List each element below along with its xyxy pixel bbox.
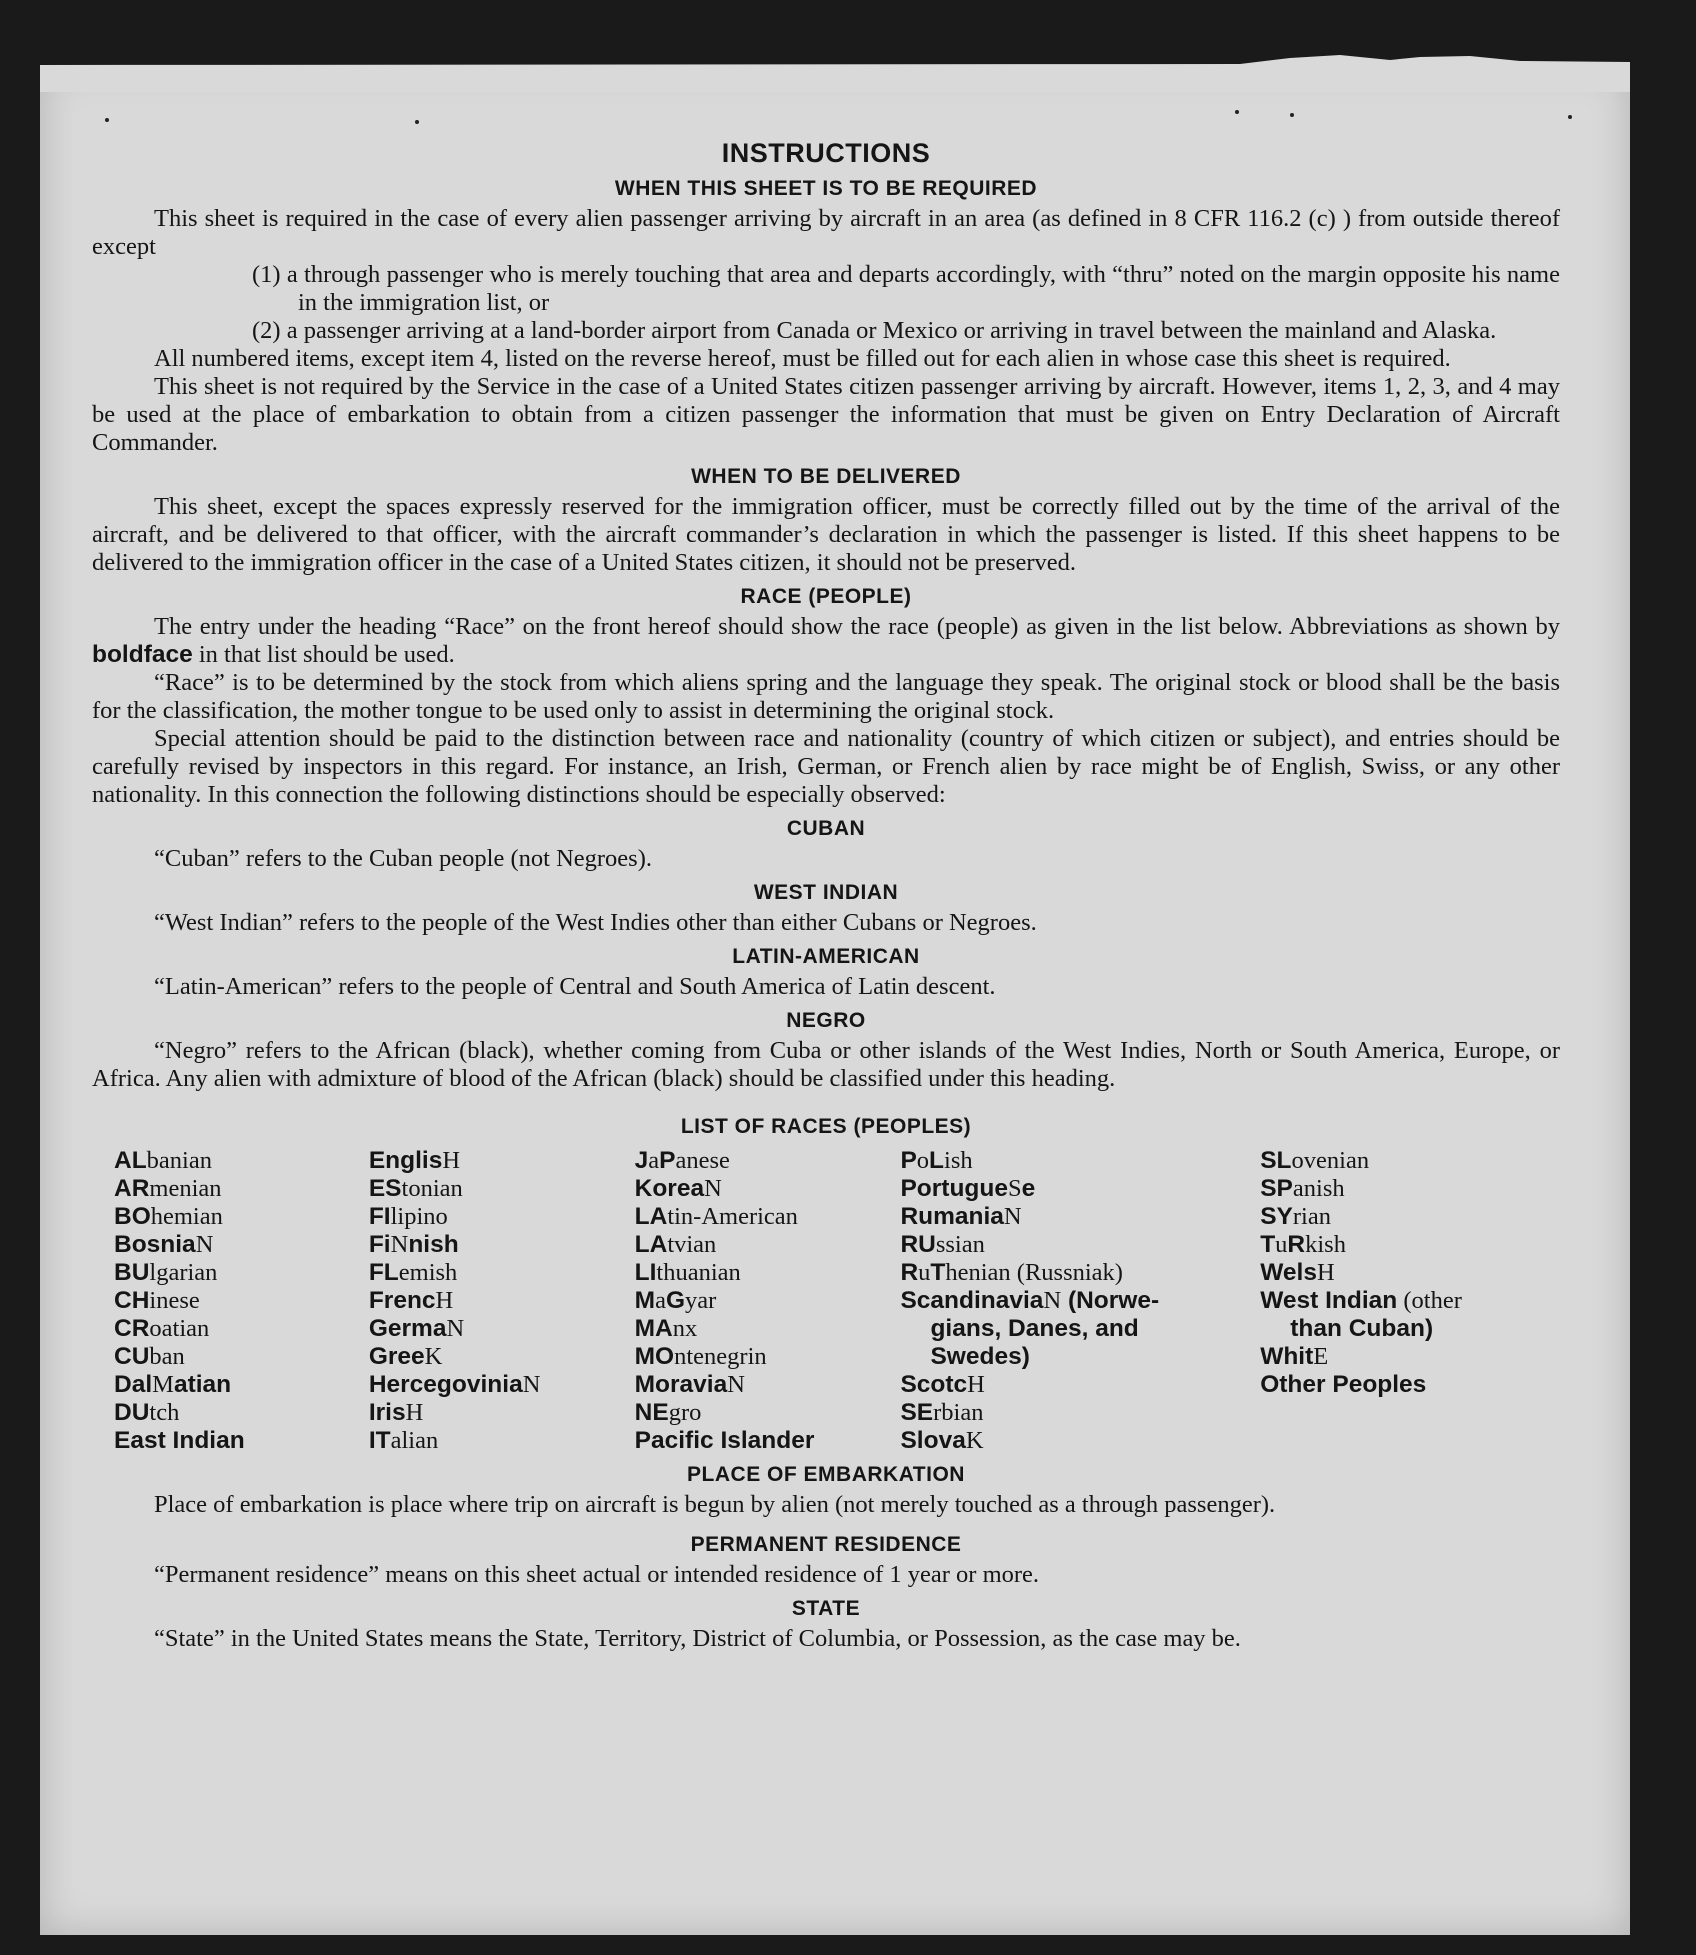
race-entry: WhitE: [1260, 1343, 1329, 1370]
race-entry: FiNnish: [368, 1231, 459, 1258]
races-column: [635, 1147, 901, 1455]
list-item: (1) a through passenger who is merely touching that area and departs accordingly, with “thru” noted on the margin opposite his name in the immigration list, or: [252, 261, 1560, 316]
races-column: [114, 1147, 369, 1455]
paragraph: “West Indian” refers to the people of the West Indies other than either Cubans or Negroes.: [154, 909, 1037, 936]
paragraph: This sheet, except the spaces expressly reserved for the immigration officer, must be correctly filled out by the time of the arrival of the aircraft, and be delivered to that officer, with the aircraft commander’s declaration in which the passenger is listed. If this sheet happens to be delivered to the immigration officer in the case of a United States citizen, it should not be preserved.: [92, 493, 1560, 576]
race-entry: EStonian: [368, 1175, 463, 1202]
race-entry: CRoatian: [114, 1315, 210, 1342]
races-column: [369, 1147, 635, 1455]
race-entry: gians, Danes, and: [930, 1315, 1139, 1342]
races-column: [900, 1147, 1260, 1455]
paragraph: This sheet is required in the case of every alien passenger arriving by aircraft in an area (as defined in 8 CFR 116.2 (c) ) from outside thereof except: [92, 205, 1560, 260]
race-entry: East Indian: [114, 1427, 245, 1454]
race-entry: PoLish: [900, 1147, 973, 1174]
race-entry: CUban: [114, 1343, 185, 1370]
race-entry: BOhemian: [114, 1203, 223, 1230]
race-entry: FIlipino: [368, 1203, 448, 1230]
speck: [1568, 115, 1572, 119]
instructions-content: [92, 70, 1560, 1653]
paragraph: “Permanent residence” means on this sheet actual or intended residence of 1 year or more.: [154, 1561, 1040, 1588]
race-entry: Swedes): [930, 1343, 1030, 1370]
paragraph: All numbered items, except item 4, listed on the reverse hereof, must be filled out for each alien in whose case this sheet is required.: [154, 345, 1451, 372]
list-item: (2) a passenger arriving at a land-border airport from Canada or Mexico or arriving in travel between the mainland and Alaska.: [252, 317, 1497, 344]
race-entry: EnglisH: [368, 1147, 461, 1174]
race-entry: SYrian: [1260, 1203, 1331, 1230]
section-heading-residence: PERMANENT RESIDENCE: [690, 1533, 962, 1556]
race-entry: KoreaN: [634, 1175, 722, 1202]
race-entry: MOntenegrin: [634, 1343, 767, 1370]
races-heading: LIST OF RACES (PEOPLES): [680, 1115, 972, 1138]
paragraph: Special attention should be paid to the distinction between race and nationality (country of which citizen or subject), and entries should be carefully revised by inspectors in this regard. For instance, an Irish, German, or French alien by race might be of English, Swiss, or any other nationality. In this connection the following distinctions should be especially observed:: [92, 725, 1560, 808]
section-heading-state: STATE: [791, 1597, 861, 1620]
section-heading-race: RACE (PEOPLE): [740, 585, 912, 608]
race-entry: FrencH: [368, 1287, 454, 1314]
race-entry: BosniaN: [114, 1231, 214, 1258]
subheading-latin-american: LATIN-AMERICAN: [732, 945, 920, 968]
race-entry: DalMatian: [114, 1371, 232, 1398]
race-entry: ScotcH: [900, 1371, 985, 1398]
race-entry: WelsH: [1260, 1259, 1335, 1286]
race-entry: NEgro: [634, 1399, 702, 1426]
race-entry: RuThenian (Russniak): [900, 1259, 1123, 1286]
race-entry: PortugueSe: [900, 1175, 1036, 1202]
paragraph: This sheet is not required by the Service in the case of a United States citizen passenger arriving by aircraft. However, items 1, 2, 3, and 4 may be used at the place of embarkation to obtain from a citizen passenger the information that must be given on Entry Declaration of Aircraft Commander.: [92, 373, 1560, 456]
race-entry: ScandinaviaN (Norwe-: [900, 1287, 1160, 1314]
race-entry: CHinese: [114, 1287, 200, 1314]
race-entry: GermaN: [368, 1315, 465, 1342]
paragraph: “State” in the United States means the State, Territory, District of Columbia, or Possession, as the case may be.: [154, 1625, 1241, 1652]
section-heading-required: WHEN THIS SHEET IS TO BE REQUIRED: [614, 177, 1038, 200]
race-entry: ITalian: [368, 1427, 439, 1454]
page-title: INSTRUCTIONS: [721, 138, 931, 168]
race-entry: JaPanese: [634, 1147, 730, 1174]
race-entry: RumaniaN: [900, 1203, 1022, 1230]
race-entry: LAtin-American: [634, 1203, 798, 1230]
race-entry: HercegoviniaN: [368, 1371, 541, 1398]
race-entry: MoraviaN: [634, 1371, 745, 1398]
paragraph: “Race” is to be determined by the stock from which aliens spring and the language they speak. The original stock or blood shall be the basis for the classification, the mother tongue to be used only to assist in determining the original stock.: [92, 669, 1560, 724]
paragraph: The entry under the heading “Race” on the front hereof should show the race (people) as given in the list below. Abbreviations as shown by boldface in that list should be used.: [92, 613, 1560, 668]
race-entry: than Cuban): [1290, 1315, 1434, 1342]
race-entry: Other Peoples: [1260, 1371, 1427, 1398]
subheading-negro: NEGRO: [786, 1009, 866, 1032]
paragraph: “Latin-American” refers to the people of Central and South America of Latin descent.: [154, 973, 996, 1000]
race-entry: West Indian (other: [1260, 1287, 1462, 1314]
race-entry: SErbian: [900, 1399, 984, 1426]
subheading-west-indian: WEST INDIAN: [753, 881, 899, 904]
race-entry: ARmenian: [114, 1175, 222, 1202]
race-entry: IrisH: [368, 1399, 424, 1426]
race-entry: Pacific Islander: [634, 1427, 815, 1454]
race-entry: SLovenian: [1260, 1147, 1370, 1174]
race-entry: LIthuanian: [634, 1259, 741, 1286]
section-heading-embarkation: PLACE OF EMBARKATION: [687, 1463, 965, 1486]
subheading-cuban: CUBAN: [786, 817, 866, 840]
section-heading-delivered: WHEN TO BE DELIVERED: [691, 465, 961, 488]
race-entry: GreeK: [368, 1343, 443, 1370]
race-entry: SPanish: [1260, 1175, 1345, 1202]
paragraph: Place of embarkation is place where trip on aircraft is begun by alien (not merely touched as a through passenger).: [154, 1491, 1276, 1518]
race-entry: FLemish: [368, 1259, 458, 1286]
race-entry: DUtch: [114, 1399, 180, 1426]
race-entry: BUlgarian: [114, 1259, 218, 1286]
race-entry: RUssian: [900, 1231, 985, 1258]
races-column: [1260, 1147, 1560, 1455]
races-list: [114, 1147, 1560, 1455]
paragraph: “Negro” refers to the African (black), whether coming from Cuba or other islands of the West Indies, North or South America, Europe, or Africa. Any alien with admixture of blood of the African (black) should be classified under this heading.: [92, 1037, 1560, 1092]
race-entry: LAtvian: [634, 1231, 717, 1258]
race-entry: ALbanian: [114, 1147, 212, 1174]
race-entry: MAnx: [634, 1315, 698, 1342]
race-entry: SlovaK: [900, 1427, 984, 1454]
race-entry: TuRkish: [1260, 1231, 1346, 1258]
race-entry: MaGyar: [634, 1287, 717, 1314]
paragraph: “Cuban” refers to the Cuban people (not Negroes).: [154, 845, 652, 872]
